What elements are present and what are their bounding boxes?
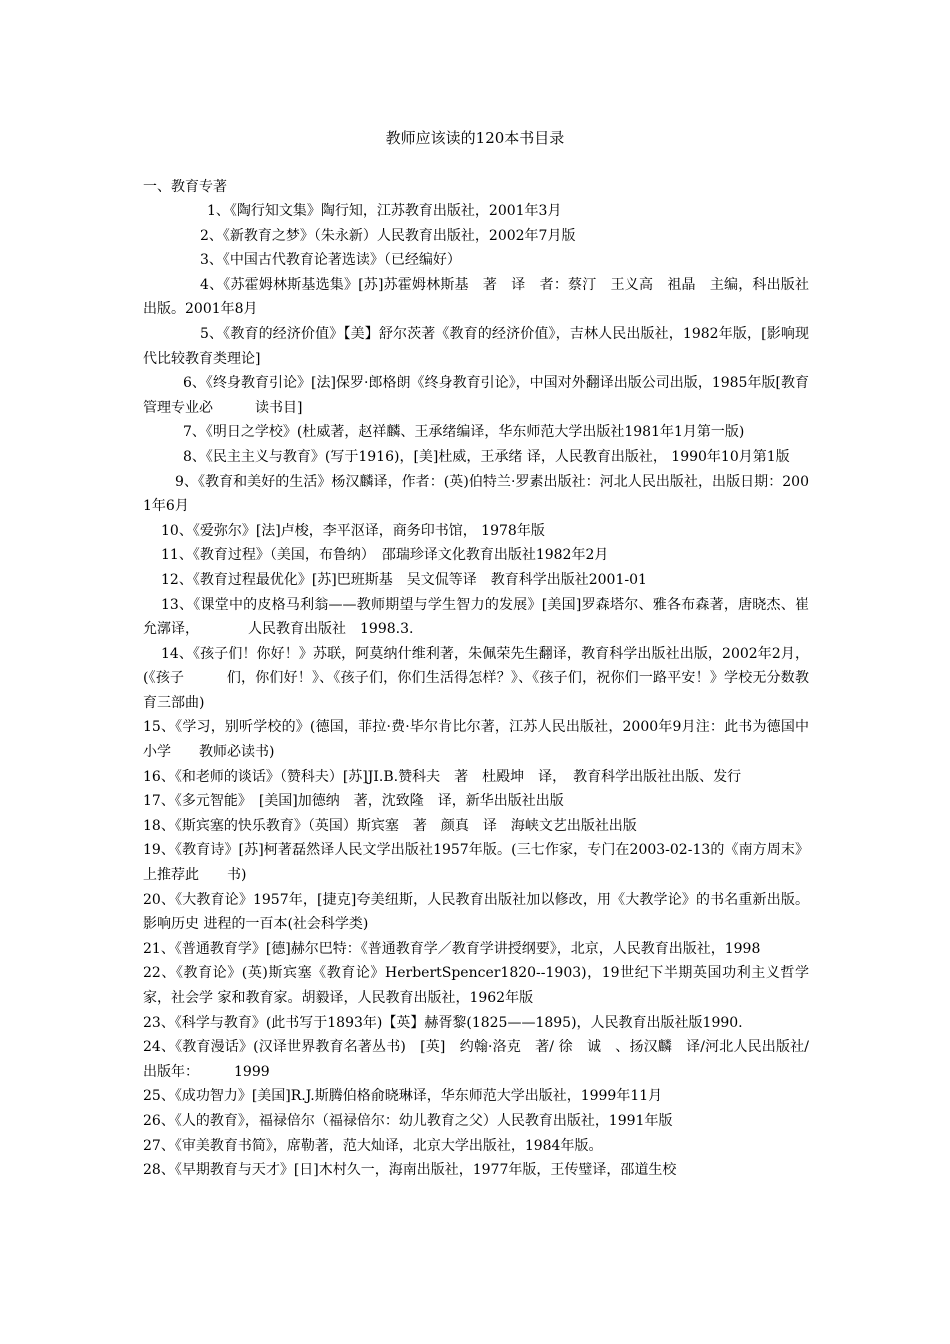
book-entry: 10、《爱弥尔》[法]卢梭，李平沤译，商务印书馆， 1978年版 [161, 522, 545, 539]
book-entry: 14、《孩子们！你好！》苏联，阿莫纳什维利著，朱佩荣先生翻译，教育科学出版社出版，2002年2月，(《孩子 们，你们好！》、《孩子们，你们生活得怎样？》、《孩子们，祝你们一路平安！》学校无分数教育三部曲) [143, 645, 809, 711]
book-entry: 27、《审美教育书简》，席勒著，范大灿译，北京大学出版社，1984年版。 [143, 1137, 603, 1154]
book-entry: 13、《课堂中的皮格马利翁——教师期望与学生智力的发展》[美国]罗森塔尔、雅各布森著，唐晓杰、崔允漷译， 人民教育出版社 1998.3. [143, 596, 809, 638]
book-entry: 1、《陶行知文集》陶行知，江苏教育出版社，2001年3月 [207, 203, 562, 219]
book-entry: 21、《普通教育学》[德]赫尔巴特：《普通教育学／教育学讲授纲要》，北京，人民教育出版社，1998 [143, 940, 761, 957]
book-entry: 16、《和老师的谈话》（赞科夫）[苏]JI.B.赞科夫 著 杜殿坤 译， 教育科学出版社出版、发行 [143, 768, 742, 785]
book-entry: 11、《教育过程》（美国，布鲁纳） 邵瑞珍译文化教育出版社1982年2月 [161, 547, 609, 564]
book-entry: 18、《斯宾塞的快乐教育》（英国）斯宾塞 著 颜真 译 海峡文艺出版社出版 [143, 817, 637, 834]
book-entry: 20、《大教育论》1957年，[捷克]夸美纽斯，人民教育出版社加以修改，用《大教学论》的书名重新出版。影响历史 进程的一百本(社会科学类) [143, 891, 809, 933]
book-entry: 9、《教育和美好的生活》杨汉麟译，作者：(英)伯特兰·罗素出版社：河北人民出版社，出版日期：2001年6月 [143, 473, 809, 515]
book-entry: 26、《人的教育》，福禄倍尔（福禄倍尔：幼儿教育之父）人民教育出版社，1991年版 [143, 1112, 673, 1129]
section-heading: 一、教育专著 [143, 179, 227, 195]
book-entry: 22、《教育论》(英)斯宾塞《教育论》HerbertSpencer1820--1903)，19世纪下半期英国功利主义哲学家，社会学 家和教育家。胡毅译，人民教育出版社，1962年版 [143, 965, 809, 1006]
book-entry: 17、《多元智能》 [美国]加德纳 著，沈致隆 译，新华出版社出版 [143, 793, 564, 810]
book-entry: 25、《成功智力》[美国]R.J.斯腾伯格俞晓琳译，华东师范大学出版社，1999年11月 [143, 1088, 663, 1105]
book-entry: 23、《科学与教育》(此书写于1893年)【英】赫胥黎(1825——1895)，人民教育出版社版1990. [143, 1014, 743, 1031]
book-entry: 28、《早期教育与天才》[日]木村久一，海南出版社，1977年版，王传璧译，邵道生校 [143, 1162, 677, 1179]
book-entry: 3、《中国古代教育论著选读》（已经编好） [200, 252, 461, 269]
book-entry: 6、《终身教育引论》[法]保罗·郎格朗《终身教育引论》，中国对外翻译出版公司出版，1985年版[教育管理专业必 读书目] [143, 375, 809, 416]
book-entry: 24、《教育漫话》(汉译世界教育名著丛书) [英] 约翰·洛克 著/ 徐 诚 、扬汉麟 译/河北人民出版社/出版年： 1999 [143, 1039, 809, 1080]
book-entry: 7、《明日之学校》(杜威著，赵祥麟、王承绪编译，华东师范大学出版社1981年1月第一版) [183, 424, 745, 441]
book-list [143, 199, 809, 1183]
book-entry: 2、《新教育之梦》（朱永新）人民教育出版社，2002年7月版 [200, 227, 576, 244]
book-entry: 12、《教育过程最优化》[苏]巴班斯基 吴文侃等译 教育科学出版社2001-01 [161, 571, 647, 588]
book-entry: 5、《教育的经济价值》【美】舒尔茨著《教育的经济价值》，吉林人民出版社，1982年版，[影响现代比较教育类理论] [143, 325, 809, 367]
book-entry: 8、《民主主义与教育》(写于1916)，[美]杜威，王承绪 译，人民教育出版社， 1990年10月第1版 [183, 448, 790, 465]
book-entry: 15、《学习，别听学校的》(德国，菲拉·费·毕尔肯比尔著，江苏人民出版社，2000年9月注：此书为德国中小学 教师必读书) [143, 719, 809, 761]
book-entry: 19、《教育诗》[苏]柯著磊然译人民文学出版社1957年版。(三七作家，专门在2003-02-13的《南方周末》上推荐此 书) [143, 842, 809, 884]
book-entry: 4、《苏霍姆林斯基选集》[苏]苏霍姆林斯基 著 译 者：蔡汀 王义高 祖晶 主编，科出版社出版。2001年8月 [143, 276, 809, 318]
page-title: 教师应该读的120本书目录 [385, 129, 565, 147]
